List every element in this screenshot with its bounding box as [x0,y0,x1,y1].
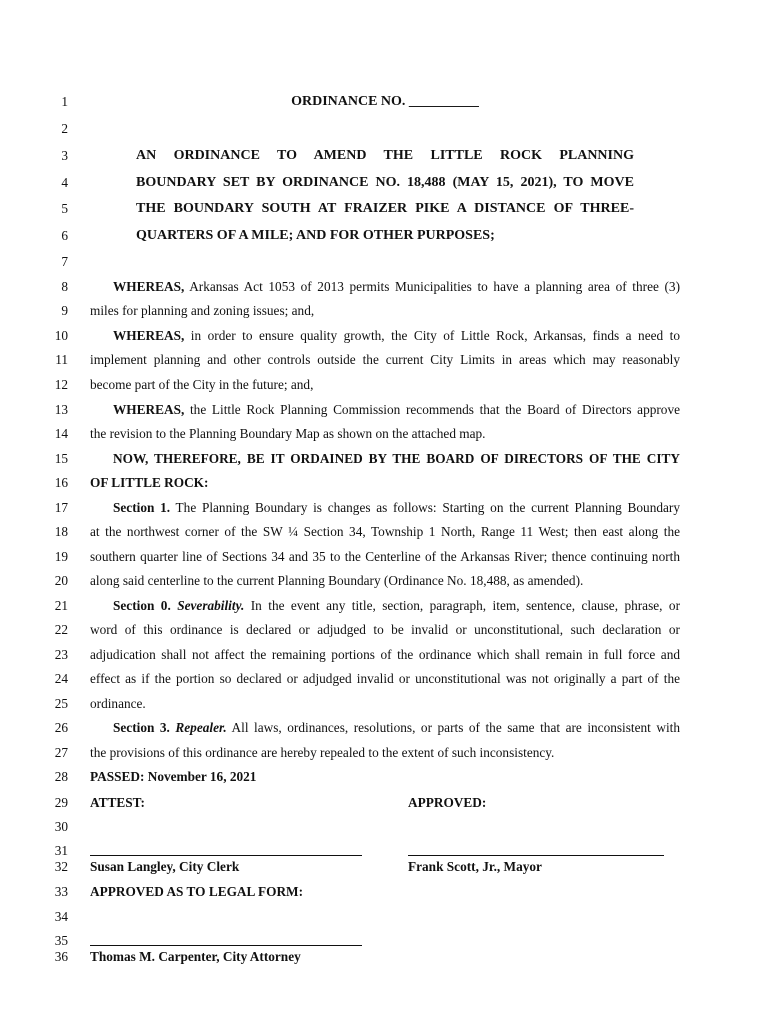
line-number: 17 [54,500,68,515]
clerk-name: Susan Langley, City Clerk [90,859,240,874]
section-lead: Section 3. [113,720,170,735]
line-number: 8 [61,279,68,294]
section-text: the provisions of this ordinance are hereby repealed to the extent of such inconsistency. [90,745,555,760]
line-number: 25 [54,696,68,711]
line-number: 6 [61,228,68,243]
clause-text: in order to ensure quality growth, the City of Little Rock, Arkansas, finds a need to [184,328,680,343]
line-number: 33 [54,884,68,899]
section-text: In the event any title, section, paragraph, item, sentence, clause, phrase, or [244,598,680,613]
enacting-clause [90,451,680,467]
section-lead: Section 1. [113,500,171,515]
line-number: 31 [54,843,68,858]
line-number: 23 [54,647,68,662]
whereas-clause-2 [90,328,680,344]
caption-line: QUARTERS OF A MILE; AND FOR OTHER PURPOSES; [136,228,495,243]
section-heading: Severability. [177,598,245,613]
caption-line: THE BOUNDARY SOUTH AT FRAIZER PIKE A DISTANCE OF THREE- [136,201,634,216]
line-number: 3 [61,148,68,163]
line-number: 4 [61,175,68,190]
line-number: 2 [61,121,68,136]
line-number: 24 [54,671,68,686]
section-text: effect as if the portion so declared or adjudged invalid or unconstitutional was not originally a part of the [90,671,680,686]
line-number: 18 [54,524,68,539]
section-text: The Planning Boundary is changes as follows: Starting on the current Planning Boundary [170,500,680,515]
line-number: 22 [54,622,68,637]
line-number: 13 [54,402,68,417]
mayor-name: Frank Scott, Jr., Mayor [408,859,542,874]
caption-line: AN ORDINANCE TO AMEND THE LITTLE ROCK PLANNING [136,148,634,163]
whereas-clause-3 [90,402,680,418]
attorney-name: Thomas M. Carpenter, City Attorney [90,949,301,964]
enacting-text: OF LITTLE ROCK: [90,475,209,490]
section-repealer [90,720,680,736]
clause-text: miles for planning and zoning issues; and, [90,303,315,318]
clause-text: the Little Rock Planning Commission recommends that the Board of Directors approve [184,402,680,417]
line-number: 34 [54,909,68,924]
line-number: 21 [54,598,68,613]
line-number: 28 [54,769,68,784]
line-number: 20 [54,573,68,588]
whereas-clause-1 [90,279,680,295]
whereas-lead: WHEREAS, [113,279,185,294]
line-number: 1 [61,94,68,109]
section-lead: Section 0. [113,598,171,613]
clerk-signature-line [90,855,362,856]
section-text: adjudication shall not affect the remaining portions of the ordinance which shall remain in full force and [90,647,680,662]
clause-text: implement planning and other controls outside the current City Limits in areas which may reasonably [90,352,680,367]
line-number: 5 [61,201,68,216]
section-1 [90,500,680,516]
whereas-lead: WHEREAS, [113,328,185,343]
line-number: 12 [54,377,68,392]
attorney-signature-line [90,945,362,946]
line-number: 14 [54,426,68,441]
section-text: at the northwest corner of the SW ¼ Section 34, Township 1 North, Range 11 West; then east along the [90,524,680,539]
line-number: 36 [54,949,68,964]
section-text: along said centerline to the current Planning Boundary (Ordinance No. 18,488, as amended). [90,573,584,588]
line-number: 9 [61,303,68,318]
section-severability [90,598,680,614]
whereas-lead: WHEREAS, [113,402,185,417]
line-number: 15 [54,451,68,466]
approved-label: APPROVED: [408,795,487,810]
clause-text: Arkansas Act 1053 of 2013 permits Municipalities to have a planning area of three (3) [184,279,680,294]
attest-label: ATTEST: [90,795,145,810]
section-text: word of this ordinance is declared or adjudged to be invalid or unconstitutional, such declaration or [90,622,680,637]
line-number: 16 [54,475,68,490]
section-text: ordinance. [90,696,146,711]
line-number: 19 [54,549,68,564]
line-number: 29 [54,795,68,810]
passed-date: PASSED: November 16, 2021 [90,769,257,784]
section-text: All laws, ordinances, resolutions, or parts of the same that are inconsistent with [226,720,681,735]
line-number: 26 [54,720,68,735]
legal-form-label: APPROVED AS TO LEGAL FORM: [90,884,304,899]
clause-text: become part of the City in the future; and, [90,377,314,392]
section-text: southern quarter line of Sections 34 and 35 to the Centerline of the Arkansas River; thence continuing north [90,549,680,564]
mayor-signature-line [408,855,664,856]
line-number: 32 [54,859,68,874]
line-number: 30 [54,819,68,834]
section-heading: Repealer. [175,720,227,735]
line-number: 11 [55,352,68,367]
clause-text: the revision to the Planning Boundary Map as shown on the attached map. [90,426,486,441]
ordinance-title: ORDINANCE NO. __________ [291,94,479,109]
line-number: 10 [54,328,68,343]
line-number: 7 [61,254,68,269]
enacting-text: NOW, THEREFORE, BE IT ORDAINED BY THE BOARD OF DIRECTORS OF THE CITY [113,451,680,466]
line-number: 35 [54,933,68,948]
caption-line: BOUNDARY SET BY ORDINANCE NO. 18,488 (MAY 15, 2021), TO MOVE [136,175,634,190]
line-number: 27 [54,745,68,760]
